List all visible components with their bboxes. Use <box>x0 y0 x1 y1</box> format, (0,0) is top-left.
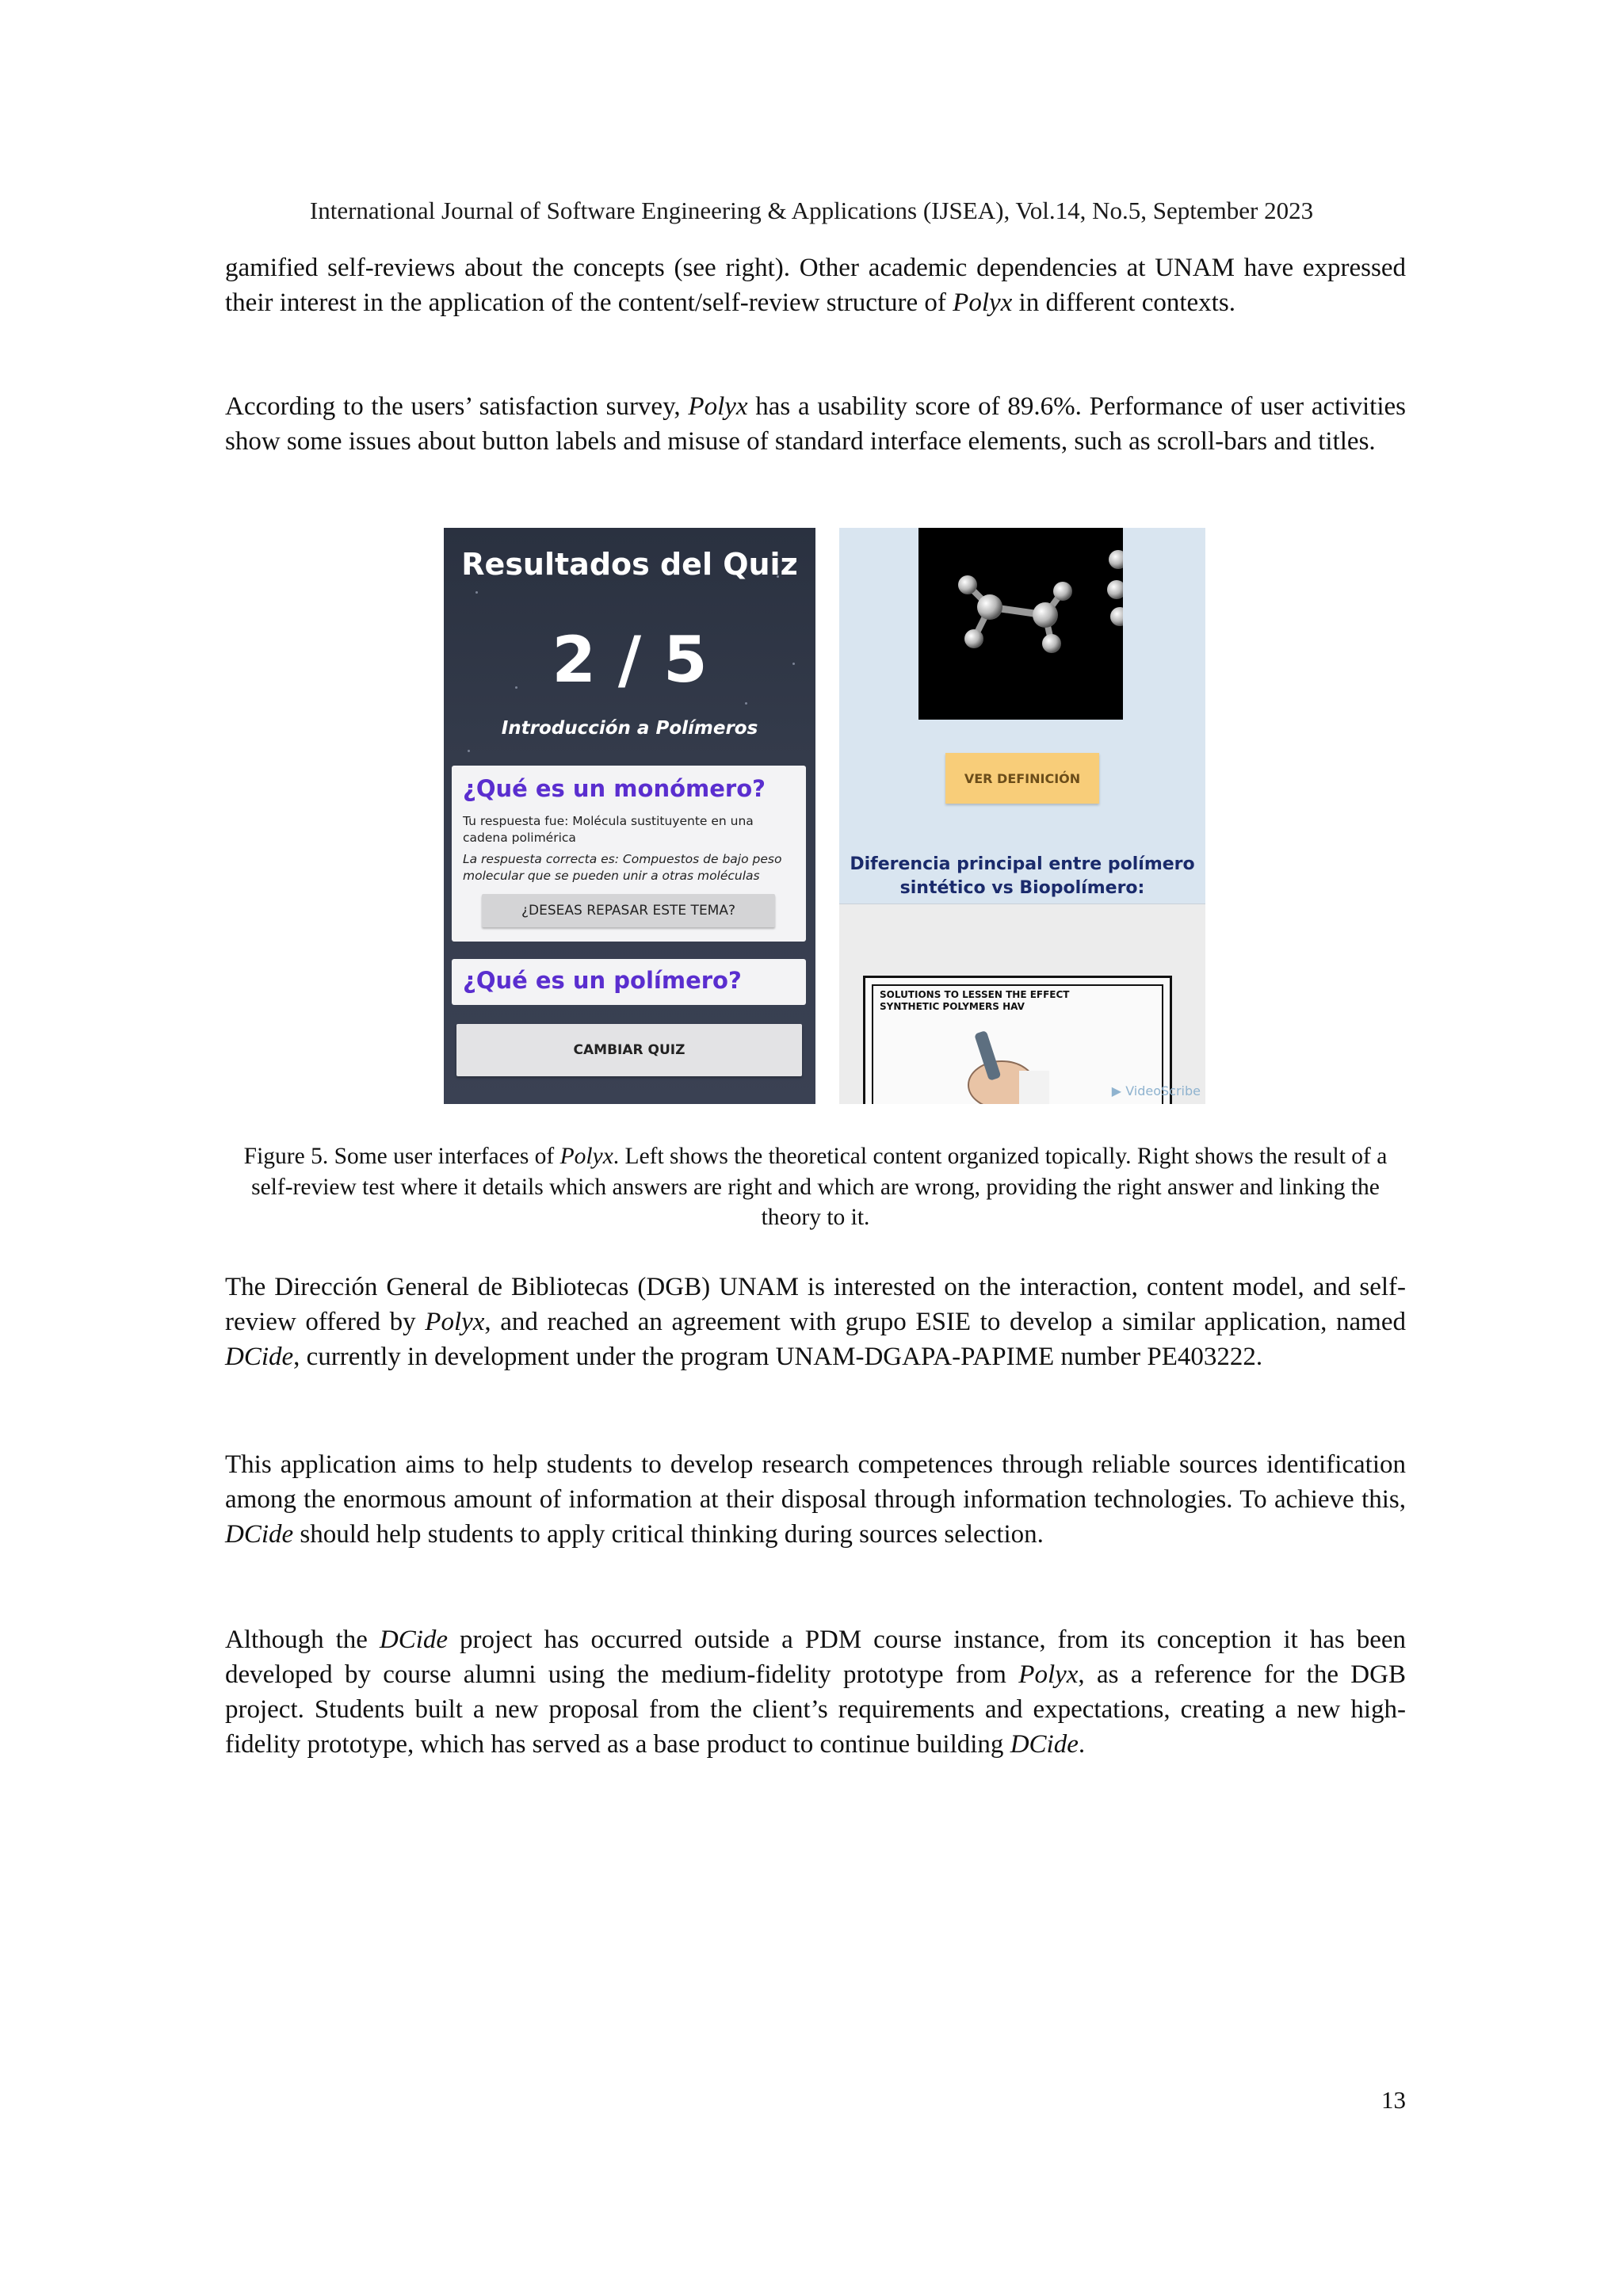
text-segment: , and reached an agreement with grupo ESIE to develop a similar application, named <box>484 1308 1407 1336</box>
paragraph-2 <box>225 389 1406 459</box>
italic-text: Polyx <box>953 288 1013 317</box>
question-card <box>452 766 806 942</box>
text-segment: The Dirección General de Bibliotecas (DGB) UNAM is interested on the interaction, content model, and self-review offered by <box>225 1273 1406 1336</box>
quiz-topic: Introducción a Polímeros <box>501 718 758 739</box>
italic-text: Polyx <box>688 392 748 421</box>
video-player[interactable] <box>839 904 1205 1104</box>
text-segment: gamified self-reviews about the concepts (see right). Other academic dependencies at UNAM have expressed their interest in the application of the content/self-review structure of <box>225 254 1406 317</box>
question-title: ¿Qué es un monómero? <box>463 775 766 802</box>
journal-header: International Journal of Software Engineering & Applications (IJSEA), Vol.14, No.5, September 2023 <box>309 197 1314 224</box>
text-segment: , currently in development under the program UNAM-DGAPA-PAPIME number PE403222. <box>293 1343 1263 1371</box>
paragraph-5 <box>225 1622 1406 1762</box>
text-segment: , as a reference for the DGB project. Students built a new proposal from the client’s requirements and expectations, creating a new high-fidelity prototype, which has served as a base product to continue building <box>225 1660 1406 1759</box>
question-title: ¿Qué es un polímero? <box>463 967 742 994</box>
italic-text: Polyx <box>1018 1660 1079 1689</box>
quiz-results-screen <box>444 528 815 1104</box>
user-answer: Tu respuesta fue: Molécula sustituyente en una cadena polimérica <box>463 814 754 845</box>
italic-text: Polyx <box>425 1308 485 1336</box>
text-segment: Figure 5. Some user interfaces of <box>243 1144 560 1169</box>
page-number: 13 <box>1381 2086 1406 2114</box>
drawing-hand-icon <box>946 1023 1049 1104</box>
italic-text: Polyx <box>559 1144 613 1169</box>
text-segment: project has occurred outside a PDM course instance, from its conception it has been developed by course alumni using the medium-fidelity prototype from <box>225 1626 1407 1689</box>
paragraph-4 <box>225 1447 1406 1552</box>
view-definition-button[interactable]: VER DEFINICIÓN <box>945 753 1099 804</box>
correct-answer: La respuesta correcta es: Compuestos de bajo peso molecular que se pueden unir a otras moléculas <box>463 852 782 883</box>
quiz-results-title: Resultados del Quiz <box>461 547 798 582</box>
review-topic-button[interactable]: ¿DESEAS REPASAR ESTE TEMA? <box>482 894 775 927</box>
theory-content-screen <box>839 528 1205 1104</box>
italic-text: DCide <box>225 1520 294 1549</box>
figure-caption <box>225 1141 1406 1233</box>
italic-text: DCide <box>379 1626 449 1654</box>
question-card <box>452 959 806 1005</box>
text-segment: Although the <box>225 1626 380 1654</box>
paragraph-3 <box>225 1270 1406 1374</box>
whiteboard-text: SOLUTIONS TO LESSEN THE EFFECT SYNTHETIC POLYMERS HAV <box>880 989 1070 1012</box>
section-heading: Diferencia principal entre polímero sintético vs Biopolímero: <box>850 854 1195 898</box>
italic-text: DCide <box>1010 1730 1079 1759</box>
quiz-score: 2 / 5 <box>552 623 708 697</box>
play-icon: ▶ <box>1111 1083 1122 1098</box>
text-segment: has a usability score of 89.6%. Performance of user activities show some issues about button labels and misuse of standard interface elements, such as scroll-bars and titles. <box>225 392 1406 456</box>
molecule-3d-view <box>918 528 1123 720</box>
italic-text: DCide <box>225 1343 294 1371</box>
molecule-icon <box>918 528 1123 720</box>
text-segment: . Left shows the theoretical content organized topically. Right shows the result of a self-review test where it details which answers are right and which are wrong, providing the right answer and linking the theory to it. <box>251 1144 1388 1230</box>
paragraph-1 <box>225 250 1406 320</box>
text-segment: in different contexts. <box>1012 288 1235 317</box>
text-segment: According to the users’ satisfaction survey, <box>225 392 689 421</box>
text-segment: . <box>1078 1730 1086 1759</box>
text-segment: This application aims to help students to develop research competences through reliable sources identification among the enormous amount of information at their disposal through information technologies. To achieve this, <box>225 1450 1406 1514</box>
text-segment: should help students to apply critical thinking during sources selection. <box>293 1520 1044 1549</box>
video-watermark: ▶ VideoScribe <box>1111 1083 1201 1098</box>
change-quiz-button[interactable]: CAMBIAR QUIZ <box>456 1024 802 1076</box>
